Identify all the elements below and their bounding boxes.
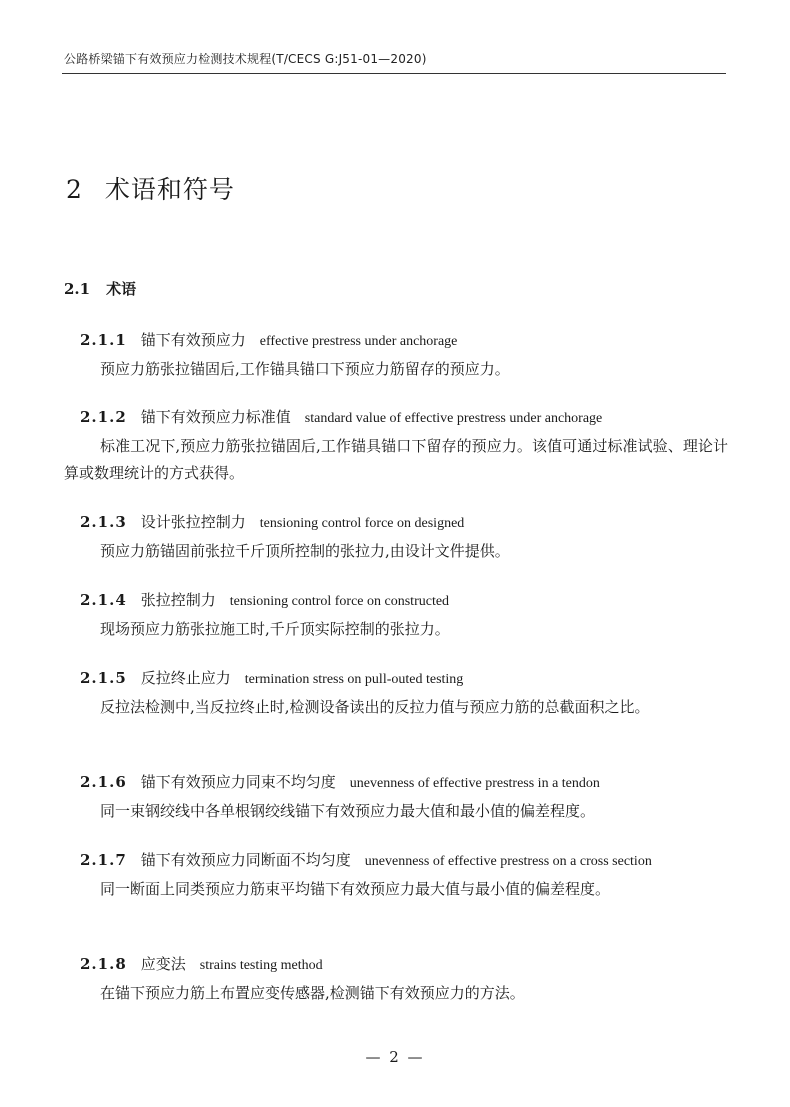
- term-entry: [64, 848, 728, 903]
- clause-number: 2.1.2: [80, 408, 127, 426]
- term-entry: [64, 770, 728, 825]
- term-chinese: 设计张拉控制力: [140, 513, 246, 531]
- term-english: standard value of effective prestress under anchorage: [304, 411, 603, 426]
- term-entry: [64, 952, 728, 1007]
- term-entry: [64, 328, 728, 383]
- term-entry: [64, 510, 728, 565]
- chapter-title: [66, 170, 235, 206]
- term-line: [64, 952, 728, 978]
- section-number: 2.1: [64, 280, 91, 298]
- clause-number: 2.1.5: [80, 669, 127, 687]
- section-title-text: 术语: [106, 280, 137, 298]
- term-definition: 现场预应力筋张拉施工时,千斤顶实际控制的张拉力。: [100, 620, 450, 638]
- term-definition: 标准工况下,预应力筋张拉锚固后,工作锚具锚口下留存的预应力。该值可通过标准试验、理论计算或数理统计的方式获得。: [64, 437, 728, 482]
- term-line: [64, 588, 728, 614]
- running-header: 公路桥梁锚下有效预应力检测技术规程(T/CECS G:J51-01—2020): [64, 52, 427, 66]
- clause-number: 2.1.6: [80, 773, 127, 791]
- term-chinese: 锚下有效预应力: [140, 331, 246, 349]
- term-line: [64, 770, 728, 796]
- clause-number: 2.1.3: [80, 513, 127, 531]
- term-entry: [64, 405, 728, 487]
- clause-number: 2.1.7: [80, 851, 127, 869]
- term-english: tensioning control force on designed: [259, 516, 465, 531]
- term-definition: 同一断面上同类预应力筋束平均锚下有效预应力最大值与最小值的偏差程度。: [100, 880, 611, 898]
- term-entry: [64, 666, 728, 721]
- term-line: [64, 405, 728, 431]
- clause-number: 2.1.4: [80, 591, 127, 609]
- term-chinese: 张拉控制力: [140, 591, 216, 609]
- term-english: tensioning control force on constructed: [229, 594, 450, 609]
- term-chinese: 应变法: [140, 955, 186, 973]
- term-definition: 同一束钢绞线中各单根钢绞线锚下有效预应力最大值和最小值的偏差程度。: [100, 802, 596, 820]
- term-definition: 预应力筋张拉锚固后,工作锚具锚口下预应力筋留存的预应力。: [100, 360, 510, 378]
- term-line: [64, 328, 728, 354]
- term-line: [64, 510, 728, 536]
- term-definition: 反拉法检测中,当反拉终止时,检测设备读出的反拉力值与预应力筋的总截面积之比。: [100, 698, 650, 716]
- term-english: strains testing method: [199, 958, 323, 973]
- term-entry: [64, 588, 728, 643]
- term-english: effective prestress under anchorage: [259, 334, 458, 349]
- chapter-number: 2: [66, 175, 83, 204]
- section-title: [64, 278, 136, 299]
- term-chinese: 锚下有效预应力标准值: [140, 408, 291, 426]
- term-chinese: 锚下有效预应力同断面不均匀度: [140, 851, 351, 869]
- term-english: unevenness of effective prestress in a tendon: [349, 776, 600, 791]
- term-english: termination stress on pull-outed testing: [244, 672, 464, 687]
- term-line: [64, 666, 728, 692]
- term-line: [64, 848, 728, 874]
- term-chinese: 锚下有效预应力同束不均匀度: [140, 773, 336, 791]
- term-english: unevenness of effective prestress on a cross section: [364, 854, 652, 869]
- chapter-title-text: 术语和符号: [104, 175, 235, 204]
- term-chinese: 反拉终止应力: [140, 669, 231, 687]
- clause-number: 2.1.8: [80, 955, 127, 973]
- term-definition: 预应力筋锚固前张拉千斤顶所控制的张拉力,由设计文件提供。: [100, 542, 510, 560]
- page-number: — 2 —: [365, 1048, 425, 1066]
- header-rule: [62, 73, 726, 74]
- clause-number: 2.1.1: [80, 331, 127, 349]
- term-definition: 在锚下预应力筋上布置应变传感器,检测锚下有效预应力的方法。: [100, 984, 525, 1002]
